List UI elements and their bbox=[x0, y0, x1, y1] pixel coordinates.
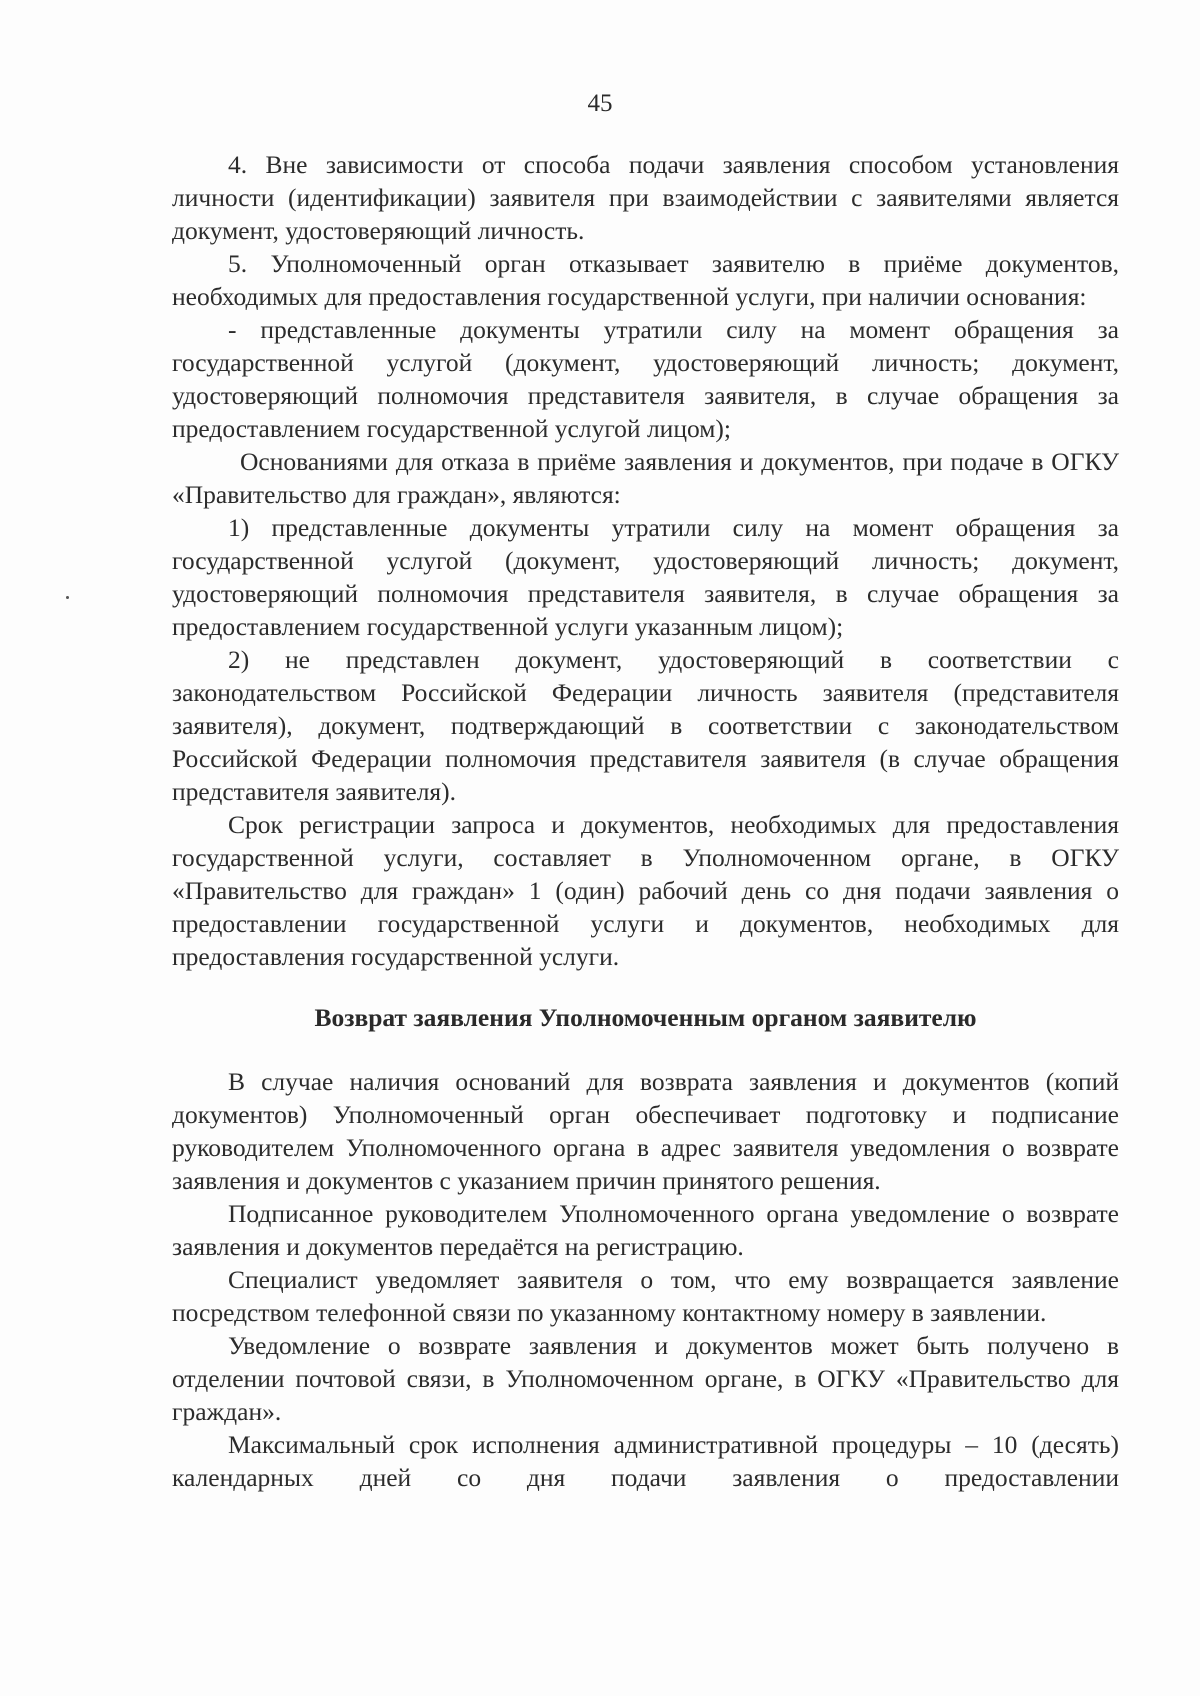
paragraph-return-notice: В случае наличия оснований для возврата заявления и документов (копий документов) Уполномоченный орган обеспечивает подготовку и подписание руководителем Уполномоченного органа в адрес заявителя уведомления о возврате заявления и документов с указанием причин принятого решения. bbox=[172, 1067, 1119, 1195]
page-number: 45 bbox=[587, 90, 613, 117]
list-item-2: 2) не представлен документ, удостоверяющий в соответствии с законодательством Российской Федерации личность заявителя (представителя заявителя), документ, подтверждающий в соответствии с законодательством Российской Федерации полномочия представителя заявителя (в случае обращения представителя заявителя). bbox=[172, 645, 1119, 806]
paragraph-specialist-notifies: Специалист уведомляет заявителя о том, что ему возвращается заявление посредством телефонной связи по указанному контактному номеру в заявлении. bbox=[172, 1265, 1119, 1327]
paragraph-registration-term: Срок регистрации запроса и документов, необходимых для предоставления государственной услуги, составляет в Уполномоченном органе, в ОГКУ «Правительство для граждан» 1 (один) рабочий день со дня подачи заявления о предоставлении государственной услуги и документов, необходимых для предоставления государственной услуги. bbox=[172, 810, 1119, 971]
paragraph-identification: 4. Вне зависимости от способа подачи заявления способом установления личности (идентификации) заявителя при взаимодействии с заявителями является документ, удостоверяющий личность. bbox=[172, 150, 1119, 245]
paragraph-ogku-grounds: Основаниями для отказа в приёме заявления и документов, при подаче в ОГКУ «Правительство для граждан», являются: bbox=[172, 447, 1119, 509]
section-heading: Возврат заявления Уполномоченным органом заявителю bbox=[314, 1003, 977, 1032]
paragraph-expired-documents: - представленные документы утратили силу на момент обращения за государственной услугой (документ, удостоверяющий личность; документ, удостоверяющий полномочия представителя заявителя, в случае обращения за предоставлением государственной услугой лицом); bbox=[172, 315, 1119, 443]
list-item-1: 1) представленные документы утратили силу на момент обращения за государственной услугой (документ, удостоверяющий личность; документ, удостоверяющий полномочия представителя заявителя, в случае обращения за предоставлением государственной услуги указанным лицом); bbox=[172, 513, 1119, 641]
paragraph-refusal-grounds: 5. Уполномоченный орган отказывает заявителю в приёме документов, необходимых для предоставления государственной услуги, при наличии основания: bbox=[172, 249, 1119, 311]
scan-speck bbox=[66, 596, 69, 599]
paragraph-signed-notice: Подписанное руководителем Уполномоченного органа уведомление о возврате заявления и документов передаётся на регистрацию. bbox=[172, 1199, 1119, 1261]
paragraph-notice-delivery: Уведомление о возврате заявления и документов может быть получено в отделении почтовой связи, в Уполномоченном органе, в ОГКУ «Правительство для граждан». bbox=[172, 1331, 1119, 1426]
document-body bbox=[172, 148, 1119, 1494]
paragraph-max-term: Максимальный срок исполнения административной процедуры – 10 (десять) календарных дней со дня подачи заявления о предоставлении bbox=[172, 1430, 1119, 1492]
